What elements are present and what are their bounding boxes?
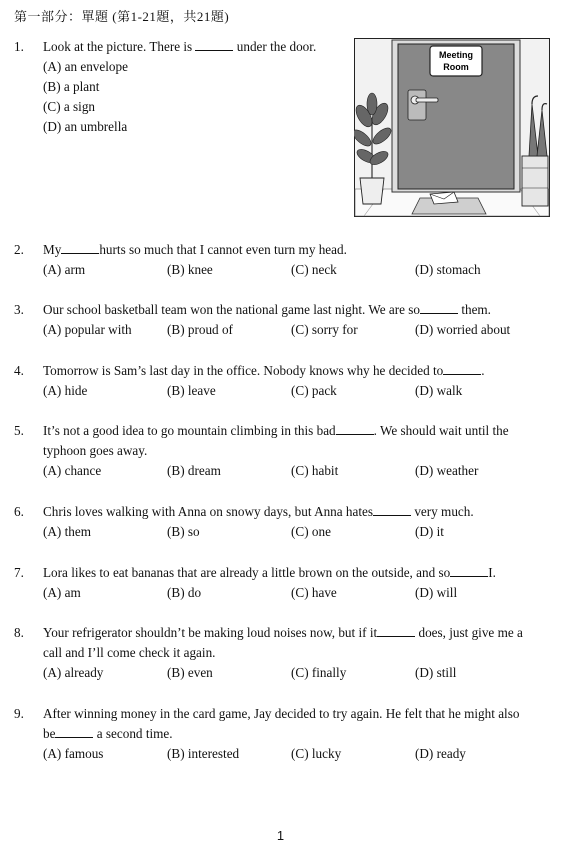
option-c[interactable]: (C) a sign	[43, 99, 96, 114]
option-b[interactable]: (B) do	[167, 585, 202, 600]
option-d[interactable]: (D) an umbrella	[43, 119, 128, 134]
plant-pot-shape	[360, 178, 384, 204]
question-stem: After winning money in the card game, Jay decided to try again. He felt that he might also	[43, 706, 520, 721]
option-b[interactable]: (B) so	[167, 524, 200, 539]
option-b[interactable]: (B) knee	[167, 262, 213, 277]
option-a[interactable]: (A) already	[43, 665, 104, 680]
answer-blank	[373, 503, 411, 516]
option-a[interactable]: (A) them	[43, 524, 91, 539]
option-d[interactable]: (D) will	[415, 585, 458, 600]
question-number: 1.	[14, 39, 24, 54]
question-stem: Your refrigerator shouldn’t be making loud noises now, but if it does, just give me a	[43, 625, 523, 640]
option-b[interactable]: (B) interested	[167, 746, 240, 761]
question-number: 7.	[14, 565, 24, 580]
option-a[interactable]: (A) am	[43, 585, 81, 600]
question-stem: Look at the picture. There is under the door.	[43, 39, 317, 54]
option-d[interactable]: (D) weather	[415, 463, 479, 478]
option-d[interactable]: (D) walk	[415, 383, 463, 398]
option-a[interactable]: (A) chance	[43, 463, 102, 478]
question-number: 5.	[14, 423, 24, 438]
question-1-picture	[354, 38, 550, 217]
option-c[interactable]: (C) sorry for	[291, 322, 358, 337]
option-c[interactable]: (C) pack	[291, 383, 337, 398]
option-c[interactable]: (C) have	[291, 585, 337, 600]
answer-blank	[443, 362, 481, 375]
question-number: 9.	[14, 706, 24, 721]
answer-blank	[450, 564, 488, 577]
envelope-shape	[430, 192, 458, 204]
option-a[interactable]: (A) hide	[43, 383, 88, 398]
door-scene-illustration	[354, 38, 550, 217]
option-c[interactable]: (C) neck	[291, 262, 337, 277]
option-d[interactable]: (D) it	[415, 524, 444, 539]
option-a[interactable]: (A) arm	[43, 262, 86, 277]
question-number: 2.	[14, 242, 24, 257]
sign-text-line1: Meeting	[438, 50, 474, 60]
option-d[interactable]: (D) ready	[415, 746, 466, 761]
option-b[interactable]: (B) even	[167, 665, 213, 680]
page-number: 1	[276, 828, 285, 843]
question-number: 3.	[14, 302, 24, 317]
sign-text-line2: Room	[443, 62, 469, 72]
answer-blank	[55, 725, 93, 738]
question-stem-line2: call and I’ll come check it again.	[43, 645, 216, 660]
question-stem: Tomorrow is Sam’s last day in the office. Nobody knows why he decided to .	[43, 363, 485, 378]
answer-blank	[61, 241, 99, 254]
option-b[interactable]: (B) proud of	[167, 322, 233, 337]
question-number: 6.	[14, 504, 24, 519]
question-stem: It’s not a good idea to go mountain climbing in this bad . We should wait until the	[43, 423, 509, 438]
option-a[interactable]: (A) popular with	[43, 322, 132, 337]
option-c[interactable]: (C) one	[291, 524, 331, 539]
option-a[interactable]: (A) famous	[43, 746, 104, 761]
option-a[interactable]: (A) an envelope	[43, 59, 128, 74]
question-stem: Chris loves walking with Anna on snowy days, but Anna hates very much.	[43, 504, 474, 519]
option-b[interactable]: (B) leave	[167, 383, 216, 398]
question-stem: My hurts so much that I cannot even turn my head.	[43, 242, 347, 257]
answer-blank	[195, 38, 233, 51]
question-number: 8.	[14, 625, 24, 640]
question-stem-line2: typhoon goes away.	[43, 443, 148, 458]
option-c[interactable]: (C) lucky	[291, 746, 342, 761]
question-number: 4.	[14, 363, 24, 378]
question-stem: Our school basketball team won the national game last night. We are so them.	[43, 302, 491, 317]
answer-blank	[336, 422, 374, 435]
answer-blank	[420, 301, 458, 314]
option-d[interactable]: (D) still	[415, 665, 457, 680]
question-stem-line2: be a second time.	[43, 726, 173, 741]
option-c[interactable]: (C) habit	[291, 463, 339, 478]
answer-blank	[377, 624, 415, 637]
option-b[interactable]: (B) a plant	[43, 79, 100, 94]
option-d[interactable]: (D) worried about	[415, 322, 511, 337]
option-b[interactable]: (B) dream	[167, 463, 221, 478]
section-header: 第一部分：單題 (第1-21題，共21題)	[14, 9, 230, 24]
option-d[interactable]: (D) stomach	[415, 262, 481, 277]
question-stem: Lora likes to eat bananas that are already a little brown on the outside, and so I.	[43, 565, 496, 580]
option-c[interactable]: (C) finally	[291, 665, 347, 680]
